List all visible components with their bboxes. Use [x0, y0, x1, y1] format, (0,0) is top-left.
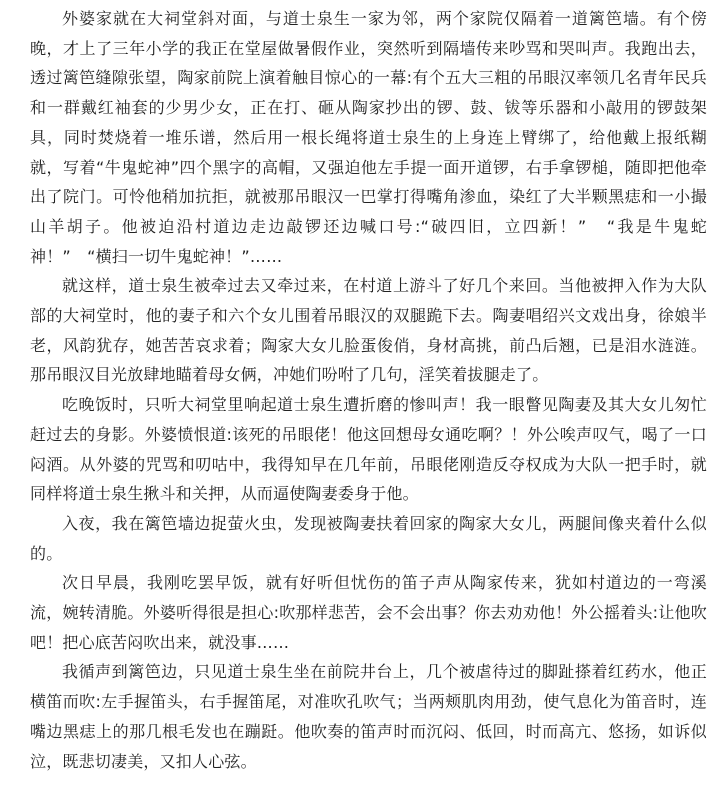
paragraph-2: 就这样，道士泉生被牵过去又牵过来，在村道上游斗了好几个来回。当他被押入作为大队部的大祠堂时，他的妻子和六个女儿围着吊眼汉的双腿跪下去。陶妻唱绍兴文戏出身，徐娘半老，风韵犹存，她苦苦哀求着；陶家大女儿脸蛋俊俏，身材高挑，前凸后翘，已是泪水涟涟。那吊眼汉目光放肆地瞄着母女俩，冲她们吩咐了几句，淫笑着拔腿走了。: [30, 276, 707, 385]
paragraph-1: 外婆家就在大祠堂斜对面，与道士泉生一家为邻，两个家院仅隔着一道篱笆墙。有个傍晚，才上了三年小学的我正在堂屋做暑假作业，突然听到隔墙传来吵骂和哭叫声。我跑出去，透过篱笆缝隙张望，陶家前院上演着触目惊心的一幕:有个五大三粗的吊眼汉率领几名青年民兵和一群戴红袖套的少男少女，正在打、砸从陶家抄出的锣、鼓、钹等乐器和小敲用的锣鼓架具，同时焚烧着一堆乐谱，然后用一根长绳将道士泉生的上身连上臂绑了，给他戴上报纸糊就，写着“牛鬼蛇神”四个黑字的高帽，又强迫他左手提一面开道锣，右手拿锣槌，随即把他牵出了院门。可怜他稍加抗拒，就被那吊眼汉一巴掌打得嘴角渗血，染红了大半颗黑痣和一小撮山羊胡子。他被迫沿村道边走边敲锣还边喊口号:“破四旧，立四新！” “我是牛鬼蛇神！” “横扫一切牛鬼蛇神！”……: [30, 9, 707, 266]
paragraph-3: 吃晚饭时，只听大祠堂里响起道士泉生遭折磨的惨叫声！我一眼瞥见陶妻及其大女儿匆忙赶过去的身影。外婆愤恨道:该死的吊眼佬！他这回想母女通吃啊？！外公唉声叹气，喝了一口闷酒。从外婆的咒骂和叨咕中，我得知早在几年前，吊眼佬刚造反夺权成为大队一把手时，就同样将道士泉生揪斗和关押，从而逼使陶妻委身于他。: [30, 395, 707, 504]
paragraph-5: 次日早晨，我刚吃罢早饭，就有好听但忧伤的笛子声从陶家传来，犹如村道边的一弯溪流，婉转清脆。外婆听得很是担心:吹那样悲苦，会不会出事？你去劝劝他！外公摇着头:让他吹吧！把心底苦闷吹出来，就没事……: [30, 573, 707, 652]
paragraph-4: 入夜，我在篱笆墙边捉萤火虫，发现被陶妻扶着回家的陶家大女儿，两腿间像夹着什么似的。: [30, 513, 707, 563]
paragraph-6: 我循声到篱笆边，只见道士泉生坐在前院井台上，几个被虐待过的脚趾搽着红药水，他正横笛而吹:左手握笛头，右手握笛尾，对准吹孔吹气；当两颊肌肉用劲，使气息化为笛音时，连嘴边黑痣上的那几根毛发也在蹦跹。他吹奏的笛声时而沉闷、低回，时而高亢、悠扬，如诉似泣，既悲切凄美，又扣人心弦。: [30, 662, 707, 771]
